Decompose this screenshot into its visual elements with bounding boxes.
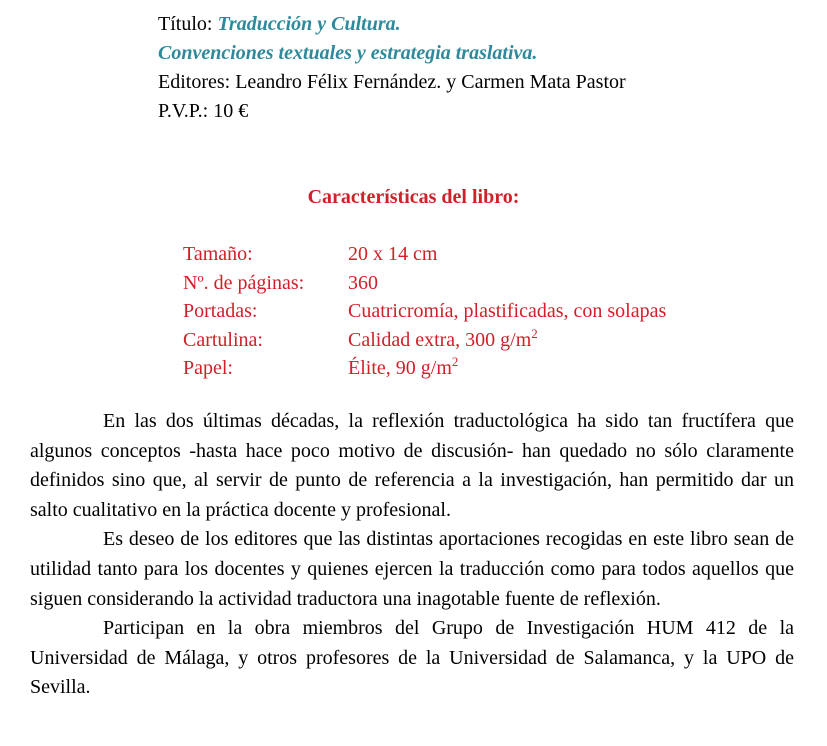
spec-label: Nº. de páginas:	[183, 271, 305, 294]
title-line	[158, 10, 626, 39]
description-paragraph: Participan en la obra miembros del Grupo de Investigación HUM 412 de la Universidad de Málaga, y otros profesores de la Universidad de Salamanca, y la UPO de Sevilla.	[30, 617, 794, 699]
price-line	[158, 97, 626, 126]
spec-value-text: Élite, 90 g/m	[348, 357, 452, 379]
spec-row-pages	[183, 269, 666, 298]
spec-row-paper	[183, 354, 666, 383]
spec-value-text: 20 x 14 cm	[348, 243, 438, 265]
spec-value	[348, 272, 378, 294]
spec-value-text: 360	[348, 271, 378, 294]
editors-line	[158, 68, 626, 97]
spec-label: Papel:	[183, 357, 233, 379]
description	[30, 407, 794, 703]
spec-value	[348, 325, 538, 351]
spec-row-covers	[183, 297, 666, 326]
title-label: Título:	[158, 13, 218, 35]
book-price: 10 €	[213, 100, 249, 122]
spec-value-text: Cuatricromía, plastificadas, con solapas	[348, 300, 667, 322]
spec-row-cardstock	[183, 326, 666, 355]
spec-label: Portadas:	[183, 300, 258, 322]
editors-label: Editores:	[158, 71, 236, 93]
book-editors: Leandro Félix Fernández. y Carmen Mata Pastor	[235, 71, 626, 93]
spec-row-size	[183, 240, 666, 269]
features-heading: Características del libro:	[307, 186, 520, 208]
price-label: P.V.P.:	[158, 100, 214, 122]
spec-value-text: Calidad extra, 300 g/m	[348, 328, 532, 351]
spec-value	[348, 300, 666, 322]
subtitle-line	[158, 39, 626, 68]
spec-label: Cartulina:	[183, 328, 263, 351]
features-list	[183, 240, 666, 383]
spec-value	[348, 354, 459, 379]
book-title: Traducción y Cultura.	[217, 13, 401, 35]
description-paragraph: En las dos últimas décadas, la reflexión traductológica ha sido tan fructífera que algunos conceptos -hasta hace poco motivo de discusión- han quedado no sólo claramente definidos sino que, al servir de punto de referencia a la investigación, han permitido dar un salto cualitativo en la práctica docente y profesional.	[30, 410, 794, 521]
spec-label: Tamaño:	[183, 243, 253, 265]
spec-value-sup: 2	[451, 354, 459, 369]
description-paragraph: Es deseo de los editores que las distintas aportaciones recogidas en este libro sean de utilidad tanto para los docentes y quienes ejercen la traducción como para todos aquellos que siguen considerando la actividad traductora una inagotable fuente de reflexión.	[30, 528, 794, 610]
book-subtitle: Convenciones textuales y estrategia traslativa.	[158, 42, 538, 64]
spec-value	[348, 243, 437, 265]
spec-value-sup: 2	[531, 325, 538, 341]
book-header	[158, 10, 626, 126]
